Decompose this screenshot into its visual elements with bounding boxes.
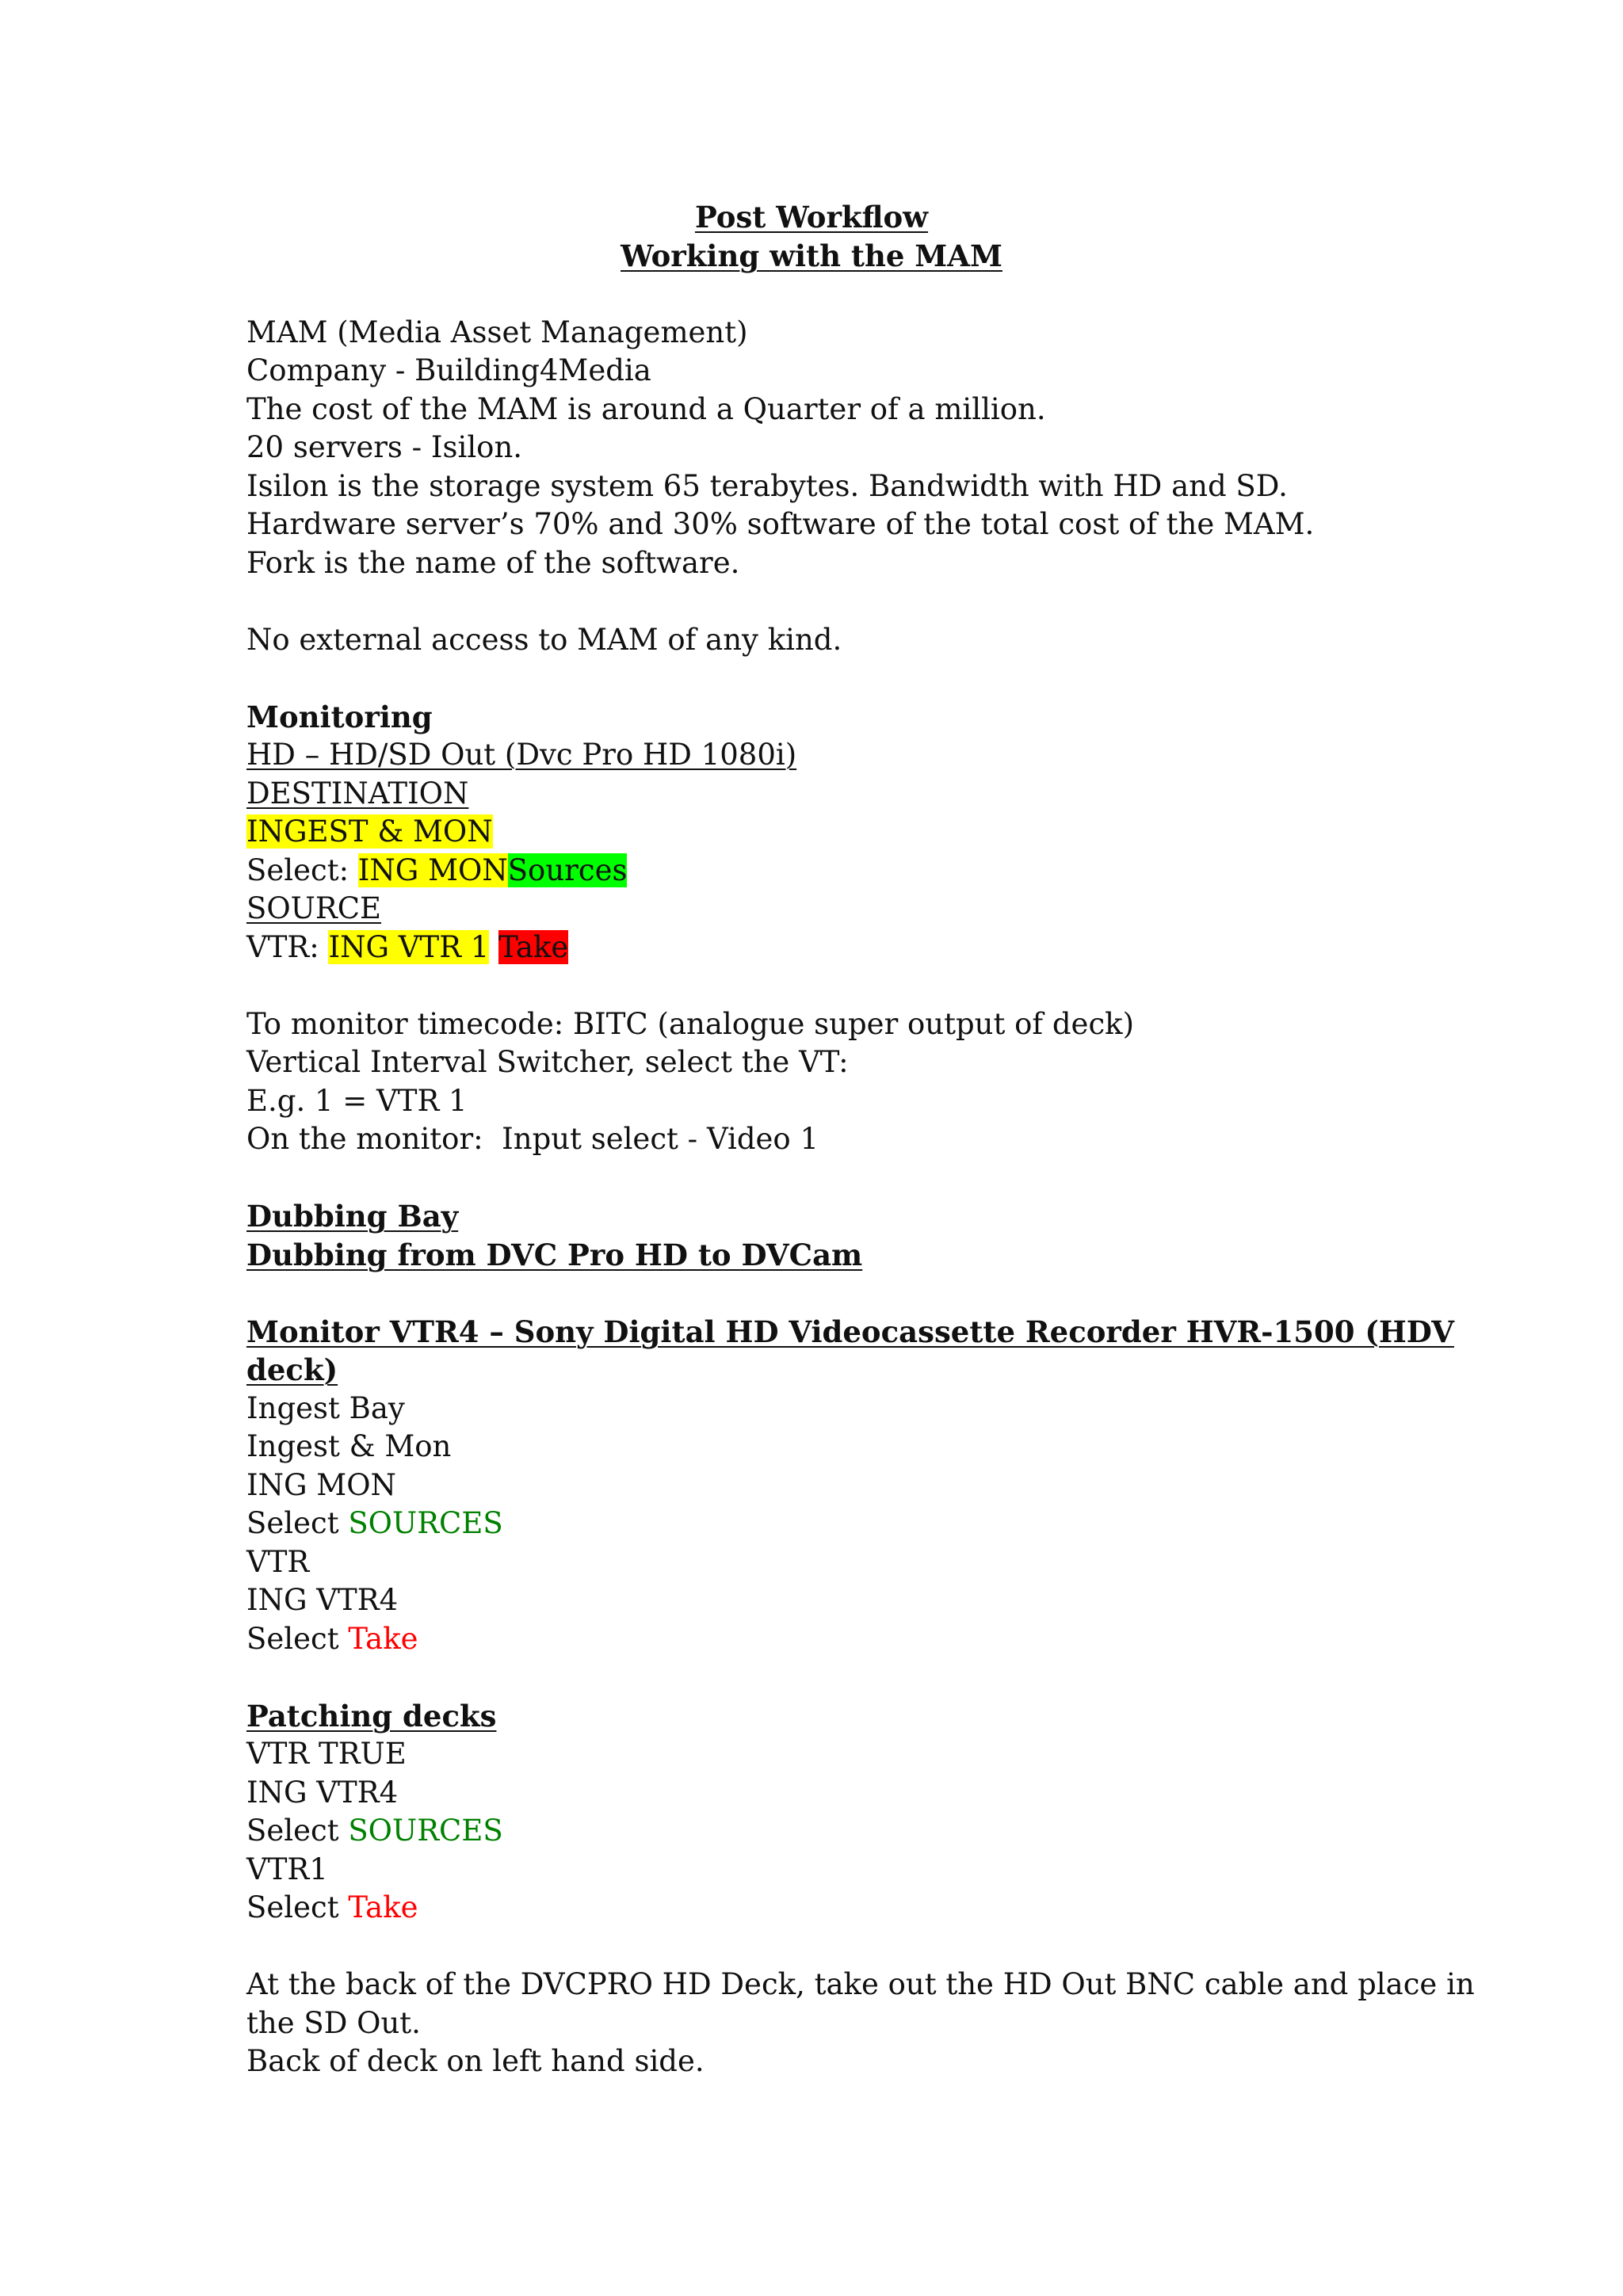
intro-line: MAM (Media Asset Management) [246,315,748,349]
take-text: Take [348,1621,418,1656]
select-label: Select [246,1890,349,1924]
select-sources-line [246,1812,1396,1851]
timecode-line: Vertical Interval Switcher, select the VT: [246,1045,849,1079]
destination-text: DESTINATION [246,776,469,810]
timecode-line: To monitor timecode: BITC (analogue super output of deck) [246,1006,1135,1041]
closing-line: At the back of the DVCPRO HD Deck, take out the HD Out BNC cable and place in [246,1967,1475,2001]
take-highlight: Take [498,929,569,964]
monitoring-heading: Monitoring [246,699,433,734]
intro-line: 20 servers - Isilon. [246,430,523,464]
intro-line: Isilon is the storage system 65 terabytes. Bandwidth with HD and SD. [246,468,1288,503]
monitor-vtr4-heading: Monitor VTR4 – Sony Digital HD Videocassette Recorder HVR-1500 (HDV [246,1314,1454,1349]
page-subtitle: Working with the MAM [621,238,1002,273]
vtr-line [246,929,1396,967]
step-line: VTR1 [246,1852,328,1886]
step-line: Ingest & Mon [246,1429,452,1463]
spacer [246,1159,1396,1198]
select-take-line [246,1889,1396,1928]
document-body [246,198,1475,2081]
timecode-line: On the monitor: Input select - Video 1 [246,1122,819,1156]
closing-line: the SD Out. [246,2005,421,2040]
select-sources-line [246,1505,1396,1543]
closing-line: Back of deck on left hand side. [246,2044,705,2078]
spacer [246,582,1396,621]
spacer [246,1274,1396,1313]
ing-vtr1-highlight: ING VTR 1 [328,929,490,964]
sources-highlight: Sources [507,852,628,887]
spacer [246,1928,1396,1966]
access-note: No external access to MAM of any kind. [246,622,842,657]
intro-line: Company - Building4Media [246,353,651,387]
select-label: Select [246,1621,349,1656]
step-line: ING VTR4 [246,1583,399,1617]
select-label: Select [246,1506,349,1540]
monitor-vtr4-heading-cont: deck) [246,1352,338,1387]
select-take-line [246,1620,1396,1659]
dubbing-subheading: Dubbing from DVC Pro HD to DVCam [246,1237,863,1272]
spacer [246,967,1396,1005]
select-line [246,852,1396,891]
step-line: ING MON [246,1467,396,1502]
timecode-line: E.g. 1 = VTR 1 [246,1083,468,1118]
intro-line: Fork is the name of the software. [246,545,740,580]
destination-line [246,775,1396,814]
ingest-mon-highlight: INGEST & MON [246,814,493,849]
spacer [246,275,1396,314]
sources-text: SOURCES [348,1506,503,1540]
ing-mon-highlight: ING MON [357,852,508,887]
take-text: Take [348,1890,418,1924]
select-label: Select: [246,852,358,887]
ingest-mon-line [246,813,1396,852]
spacer [246,1658,1396,1697]
hd-out-line [246,736,1396,775]
intro-line: The cost of the MAM is around a Quarter of a million. [246,391,1046,426]
intro-line: Hardware server’s 70% and 30% software of the total cost of the MAM. [246,507,1315,541]
spacer [246,659,1396,698]
step-line: Ingest Bay [246,1390,405,1425]
source-text: SOURCE [246,891,382,925]
step-line: ING VTR4 [246,1775,399,1810]
vtr-label: VTR: [246,929,329,964]
sources-text: SOURCES [348,1814,503,1848]
hd-out-text: HD – HD/SD Out (Dvc Pro HD 1080i) [246,738,797,772]
step-line: VTR TRUE [246,1737,407,1771]
page-title: Post Workflow [694,200,929,235]
dubbing-heading: Dubbing Bay [246,1199,459,1234]
select-label: Select [246,1814,349,1848]
patching-heading: Patching decks [246,1698,497,1733]
source-line [246,890,1396,929]
step-line: VTR [246,1544,310,1579]
